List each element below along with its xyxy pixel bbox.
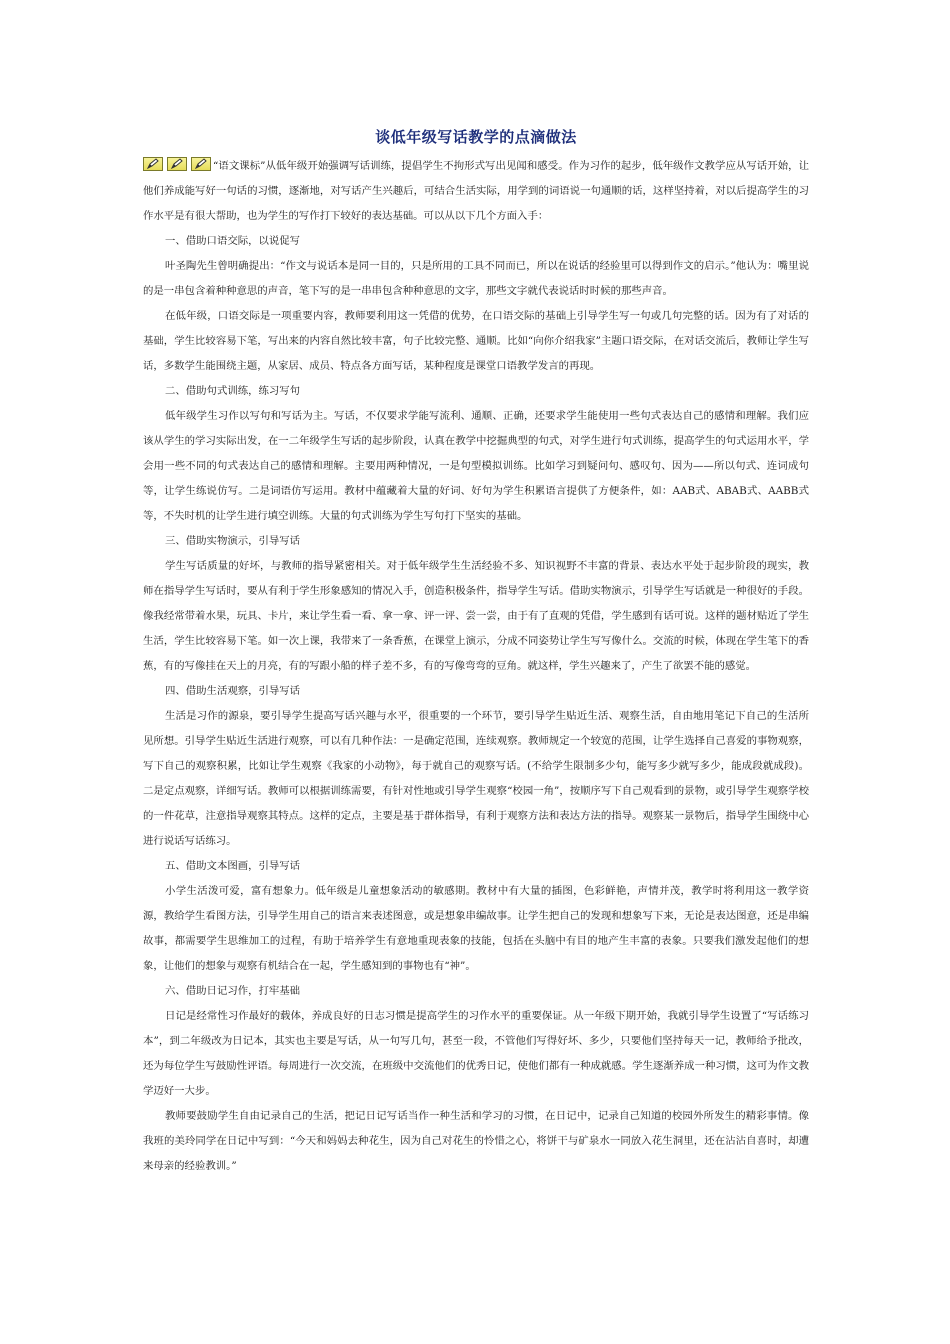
body-paragraph: 在低年级，口语交际是一项重要内容，教师要利用这一凭借的优势，在口语交际的基础上引导学生写一句或几句完整的话。因为有了对话的基础，学生比较容易下笔，写出来的内容自然比较丰富，句子比较完整、通顺。比如“向你介绍我家”主题口语交际，在对话交流后，教师让学生写话，多数学生能围绕主题，从家居、成员、特点各方面写话，某种程度是课堂口语教学发言的再现。 bbox=[143, 310, 809, 372]
body-paragraph: 低年级学生习作以写句和写话为主。写话，不仅要求学能写流利、通顺、正确，还要求学生能使用一些句式表达自己的感情和理解。我们应该从学生的学习实际出发，在一二年级学生写话的起步阶段，认真在教学中挖掘典型的句式，对学生进行句式训练，提高学生的句式运用水平，学会用一些不同的句式表达自己的感情和理解。主要用两种情况，一是句型模拟训练。比如学习到疑问句、感叹句、因为——所以句式、连词成句等，让学生练说仿写。二是词语仿写运用。教材中蕴藏着大量的好词、好句为学生积累语言提供了方便条件，如：AAB式、ABAB式、AABB式等，不失时机的让学生进行填空训练。大量的句式训练为学生写句打下坚实的基础。 bbox=[143, 410, 809, 522]
section-heading: 六、借助日记习作，打牢基础 bbox=[165, 985, 301, 997]
body-paragraph: 教师要鼓励学生自由记录自己的生活，把记日记写话当作一种生活和学习的习惯，在日记中，记录自己知道的校园外所发生的精彩事情。像我班的美玲同学在日记中写到：“今天和妈妈去种花生，因为自己对花生的怜惜之心，将饼干与矿泉水一同放入花生洞里，还在沾沾自喜时，却遭来母亲的经验教训。” bbox=[143, 1110, 809, 1172]
section-heading: 五、借助文本图画，引导写话 bbox=[165, 860, 301, 872]
document-body bbox=[143, 154, 809, 1179]
body-paragraph: 生活是习作的源泉，要引导学生提高写话兴趣与水平，很重要的一个环节，要引导学生贴近生活、观察生活，自由地用笔记下自己的生活所见所想。引导学生贴近生活进行观察，可以有几种作法：一是确定范围，连续观察。教师规定一个较宽的范围，让学生选择自己喜爱的事物观察，写下自己的观察积累，比如让学生观察《我家的小动物》，每于就自己的观察写话。(不给学生限制多少句，能写多少就写多少，能成段就成段)。二是定点观察，详细写话。教师可以根据训练需要，有针对性地或引导学生观察“校园一角”，按顺序写下自己观看到的景物，或引导学生观察学校的一件花草，注意指导观察其特点。这样的定点，主要是基于群体指导，有利于观察方法和表达方法的指导。观察某一景物后，指导学生围绕中心进行说话写话练习。 bbox=[143, 710, 809, 847]
section-heading: 三、借助实物演示，引导写话 bbox=[165, 535, 301, 547]
pencil-icon bbox=[143, 157, 163, 171]
body-paragraph: 小学生活泼可爱，富有想象力。低年级是儿童想象活动的敏感期。教材中有大量的插图，色彩鲜艳，声情并茂，教学时将利用这一教学资源，教给学生看图方法，引导学生用自己的语言来表述图意，或是想象串编故事。让学生把自己的发现和想象写下来，无论是表达图意，还是串编故事，都需要学生思维加工的过程，有助于培养学生有意地重现表象的技能，包括在头脑中有目的地产生丰富的表象。只要我们激发起他们的想象，让他们的想象与观察有机结合在一起，学生感知到的事物也有“神”。 bbox=[143, 885, 809, 972]
document-page bbox=[143, 124, 809, 1179]
section-heading: 四、借助生活观察，引导写话 bbox=[165, 685, 301, 697]
pencil-icon bbox=[167, 157, 187, 171]
body-paragraph: 叶圣陶先生曾明确提出：“作文与说话本是同一目的，只是所用的工具不同而已，所以在说话的经验里可以得到作文的启示。”他认为：嘴里说的是一串包含着种种意思的声音，笔下写的是一串串包含种种意思的文字，那些文字就代表说话时时候的那些声音。 bbox=[143, 260, 809, 297]
pencil-icon bbox=[191, 157, 211, 171]
body-paragraph: 学生写话质量的好坏，与教师的指导紧密相关。对于低年级学生生活经验不多、知识视野不丰富的背景、表达水平处于起步阶段的现实，教师在指导学生写话时，要从有利于学生形象感知的情况入手，创造积极条件，指导学生写话。借助实物演示，引导学生写话就是一种很好的手段。像我经常带着水果，玩具、卡片，来让学生看一看、拿一拿、评一评、尝一尝，由于有了直观的凭借，学生感到有话可说。这样的题材贴近了学生生活，学生比较容易下笔。如一次上课，我带来了一条香蕉，在课堂上演示，分成不同姿势让学生写写像什么。交流的时候，体现在学生笔下的香蕉，有的写像挂在天上的月亮，有的写跟小船的样子差不多，有的写像弯弯的豆角。就这样，学生兴趣来了，产生了欲罢不能的感觉。 bbox=[143, 560, 809, 672]
icon-strip bbox=[143, 157, 211, 171]
intro-paragraph bbox=[143, 154, 809, 229]
section-heading: 二、借助句式训练，练习写句 bbox=[165, 385, 301, 397]
document-title: 谈低年级写话教学的点滴做法 bbox=[375, 128, 577, 146]
section-heading: 一、借助口语交际，以说促写 bbox=[165, 235, 301, 247]
body-paragraph: 日记是经常性习作最好的载体，养成良好的日志习惯是提高学生的习作水平的重要保证。从一年级下期开始，我就引导学生设置了“写话练习本”，到二年级改为日记本，其实也主要是写话，从一句写几句，甚至一段，不管他们写得好坏、多少，只要他们坚持每天一记，教师给予批改，还为每位学生写鼓励性评语。每周进行一次交流，在班级中交流他们的优秀日记，使他们都有一种成就感。学生逐渐养成一种习惯，这可为作文教学迈好一大步。 bbox=[143, 1010, 809, 1097]
intro-text: “语文课标”从低年级开始强调写话训练，提倡学生不拘形式写出见闻和感受。作为习作的起步，低年级作文教学应从写话开始，让他们养成能写好一句话的习惯，逐渐地，对写话产生兴趣后，可结合生活实际，用学到的词语说一句通顺的话，这样坚持着，对以后提高学生的习作水平是有很大帮助，也为学生的写作打下较好的表达基础。可以从以下几个方面入手： bbox=[143, 160, 809, 222]
